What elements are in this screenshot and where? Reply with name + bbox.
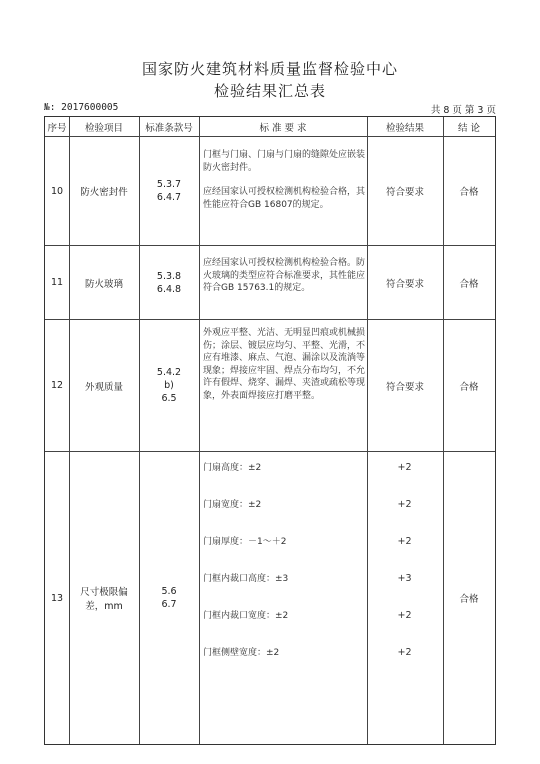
row-item: 防火玻璃 — [84, 278, 123, 290]
requirement-paragraph: 门框与门扇、门扇与门扇的缝隙处应嵌装防火密封件。 — [203, 150, 366, 173]
row-result: 符合要求 — [385, 381, 424, 393]
col-header-requirement: 标 准 要 求 — [259, 122, 307, 134]
row-item: 防火密封件 — [80, 187, 128, 198]
dimension-requirement: 门扇厚度：－1～＋2 — [203, 537, 287, 547]
dimension-result: +2 — [397, 647, 412, 658]
dimension-requirement: 门扇高度：±2 — [203, 463, 262, 473]
row-clause: 5.3.8 6.4.8 — [156, 270, 182, 295]
row-requirement — [199, 257, 367, 295]
requirement-paragraph: 应经国家认可授权检测机构检验合格，其性能应符合GB 16807的规定。 — [203, 187, 366, 210]
dimension-requirement: 门扇宽度：±2 — [203, 500, 262, 510]
col-header-conclusion: 结 论 — [457, 122, 481, 134]
row-result: 符合要求 — [385, 187, 424, 198]
row-conclusion: 合格 — [459, 278, 479, 290]
center-name: 国家防火建筑材料质量监督检验中心 — [141, 60, 398, 78]
dimension-result: +3 — [397, 573, 412, 584]
table-title: 检验结果汇总表 — [213, 82, 326, 100]
row-result: 符合要求 — [385, 278, 424, 290]
col-header-no: 序号 — [47, 122, 67, 134]
page-info: 共 8 页 第 3 页 — [430, 105, 496, 116]
row-requirement — [199, 149, 367, 211]
dimension-requirement: 门框内裁口宽度：±2 — [203, 611, 289, 621]
col-header-clause: 标准条款号 — [145, 122, 193, 134]
dimension-result: +2 — [397, 610, 412, 621]
col-header-result: 检验结果 — [385, 122, 424, 134]
document-number: №: 2017600005 — [44, 102, 119, 113]
requirement-paragraph: 应经国家认可授权检测机构检验合格。防火玻璃的类型应符合标准要求，其性能应符合GB 15763.1的规定。 — [203, 258, 366, 293]
row-no: 12 — [50, 380, 64, 391]
dimension-requirement: 门框侧壁宽度：±2 — [203, 648, 280, 658]
row-clause: 5.6 6.7 — [161, 586, 177, 610]
row-no: 13 — [50, 592, 64, 604]
row-conclusion: 合格 — [459, 594, 479, 605]
dimension-result: +2 — [397, 499, 412, 510]
row-clause: 5.4.2 b) 6.5 — [156, 367, 182, 404]
dimension-requirement: 门框内裁口高度：±3 — [203, 574, 289, 584]
row-conclusion: 合格 — [459, 187, 479, 198]
results-table — [44, 116, 496, 745]
row-no: 11 — [50, 277, 64, 288]
dimension-result: +2 — [397, 536, 412, 547]
dimension-result: +2 — [397, 462, 412, 473]
row-requirement — [199, 327, 367, 402]
requirement-paragraph: 外观应平整、光洁、无明显凹痕或机械损伤；涂层、镀层应均匀、平整、光滑，不应有堆漆、麻点、气泡、漏涂以及流淌等现象；焊接应牢固、焊点分布均匀，不允许有假焊、烧穿、漏焊、夹渣或疏松等现象，外表面焊接应打磨平整。 — [203, 328, 366, 401]
col-header-item: 检验项目 — [84, 122, 123, 134]
row-no: 10 — [50, 185, 64, 197]
row-clause: 5.3.7 6.4.7 — [156, 179, 182, 203]
row-conclusion: 合格 — [459, 381, 479, 393]
row-item: 尺寸极限偏差，mm — [80, 587, 128, 612]
row-item: 外观质量 — [84, 381, 123, 393]
